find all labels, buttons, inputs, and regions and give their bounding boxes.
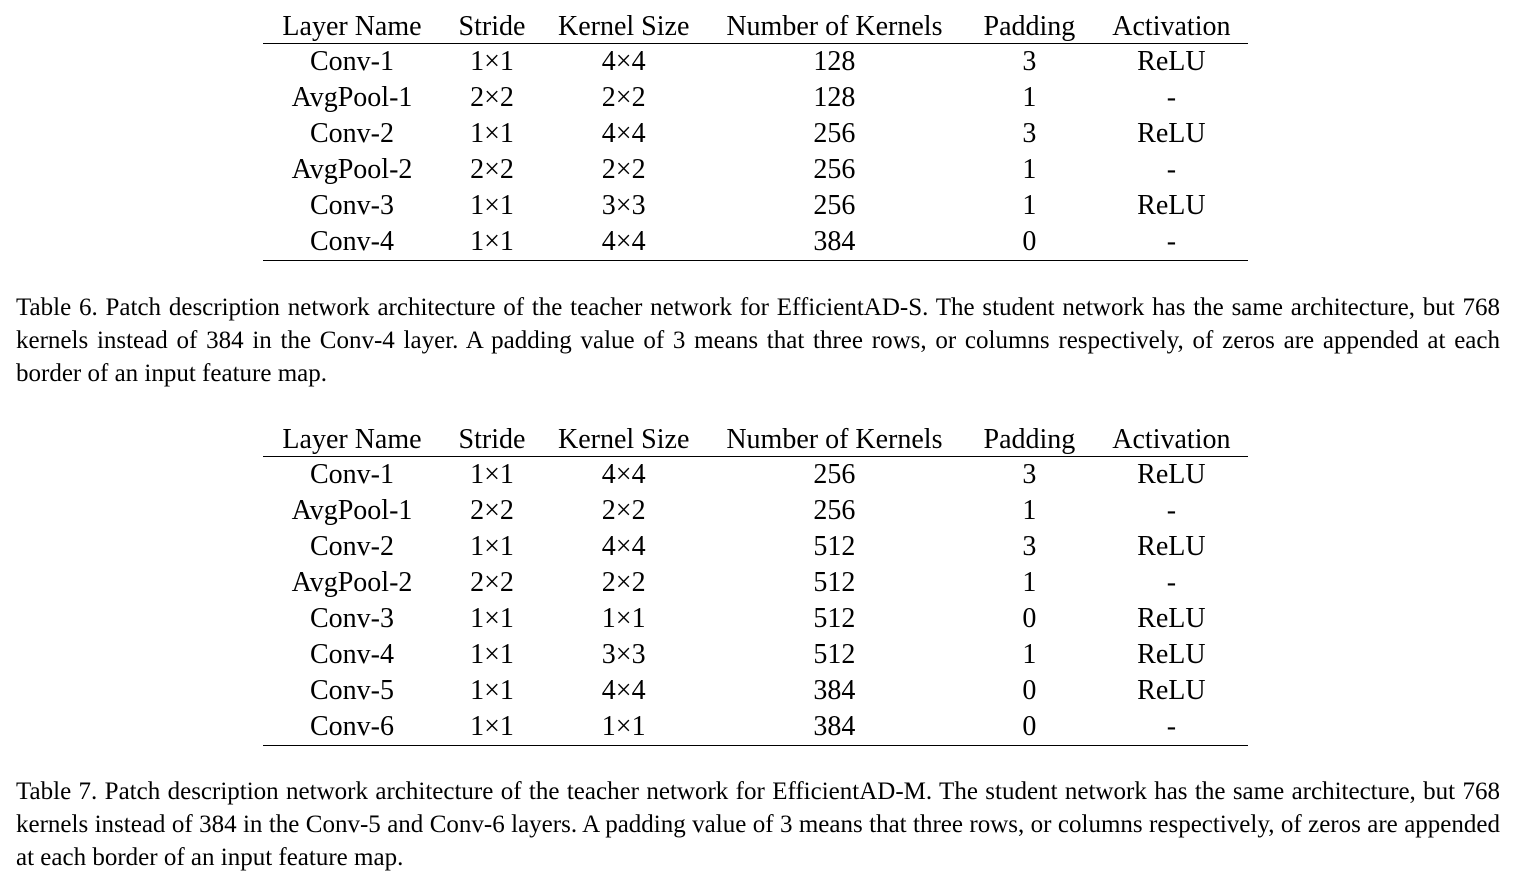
header-number-of-kernels: Number of Kernels	[726, 423, 943, 455]
cell-activation: -	[1166, 82, 1177, 113]
cell-number-of-kernels: 512	[813, 567, 856, 598]
table-row	[263, 188, 1248, 224]
table-7	[263, 423, 1248, 746]
cell-layer-name: Conv-2	[310, 531, 394, 562]
header-stride: Stride	[458, 423, 526, 455]
cell-number-of-kernels: 384	[813, 675, 856, 706]
header-number-of-kernels: Number of Kernels	[726, 10, 943, 42]
cell-stride: 1×1	[470, 226, 514, 257]
cell-kernel-size: 3×3	[601, 190, 646, 221]
cell-stride: 2×2	[470, 82, 514, 113]
cell-stride: 1×1	[470, 459, 514, 490]
cell-kernel-size: 4×4	[601, 46, 646, 77]
cell-stride: 1×1	[470, 639, 514, 670]
cell-kernel-size: 4×4	[601, 226, 646, 257]
cell-activation: ReLU	[1137, 639, 1206, 670]
cell-number-of-kernels: 256	[813, 459, 856, 490]
table-header-row	[263, 10, 1248, 44]
cell-stride: 2×2	[470, 495, 514, 526]
cell-activation: ReLU	[1137, 46, 1206, 77]
cell-padding: 1	[1022, 154, 1037, 185]
cell-stride: 1×1	[470, 118, 514, 149]
cell-layer-name: AvgPool-1	[291, 82, 413, 113]
table-row	[263, 601, 1248, 637]
header-activation: Activation	[1112, 10, 1231, 42]
cell-padding: 1	[1022, 190, 1037, 221]
cell-layer-name: AvgPool-2	[291, 567, 413, 598]
cell-stride: 1×1	[470, 531, 514, 562]
cell-kernel-size: 4×4	[601, 118, 646, 149]
cell-stride: 2×2	[470, 154, 514, 185]
cell-padding: 0	[1022, 711, 1037, 742]
cell-number-of-kernels: 256	[813, 154, 856, 185]
cell-layer-name: Conv-4	[310, 226, 394, 257]
cell-activation: ReLU	[1137, 190, 1206, 221]
cell-layer-name: Conv-6	[310, 711, 394, 742]
header-activation: Activation	[1112, 423, 1231, 455]
cell-number-of-kernels: 384	[813, 226, 856, 257]
cell-activation: -	[1166, 226, 1177, 257]
cell-activation: ReLU	[1137, 531, 1206, 562]
cell-activation: ReLU	[1137, 603, 1206, 634]
cell-activation: ReLU	[1137, 459, 1206, 490]
cell-layer-name: Conv-1	[310, 459, 394, 490]
cell-kernel-size: 2×2	[601, 495, 646, 526]
cell-activation: ReLU	[1137, 118, 1206, 149]
header-stride: Stride	[458, 10, 526, 42]
cell-kernel-size: 2×2	[601, 567, 646, 598]
cell-kernel-size: 4×4	[601, 675, 646, 706]
cell-number-of-kernels: 512	[813, 531, 856, 562]
cell-number-of-kernels: 512	[813, 639, 856, 670]
cell-kernel-size: 1×1	[601, 603, 646, 634]
cell-padding: 3	[1022, 531, 1037, 562]
cell-stride: 1×1	[470, 603, 514, 634]
cell-layer-name: Conv-3	[310, 603, 394, 634]
table-row	[263, 529, 1248, 565]
header-layer-name: Layer Name	[282, 423, 422, 455]
cell-padding: 3	[1022, 459, 1037, 490]
cell-layer-name: AvgPool-2	[291, 154, 413, 185]
cell-kernel-size: 4×4	[601, 531, 646, 562]
table-row	[263, 673, 1248, 709]
cell-padding: 3	[1022, 118, 1037, 149]
cell-number-of-kernels: 128	[813, 46, 856, 77]
table-header-row	[263, 423, 1248, 457]
cell-number-of-kernels: 256	[813, 495, 856, 526]
table-row	[263, 565, 1248, 601]
table-row	[263, 116, 1248, 152]
cell-activation: -	[1166, 495, 1177, 526]
cell-stride: 1×1	[470, 711, 514, 742]
table-row	[263, 457, 1248, 494]
table-row	[263, 637, 1248, 673]
cell-activation: -	[1166, 154, 1177, 185]
cell-layer-name: Conv-2	[310, 118, 394, 149]
table-7-caption: Table 7. Patch description network architecture of the teacher network for EfficientAD-M. The student network has the same architecture, but 768 kernels instead of 384 in the Conv-5 and Conv-6 layers. A padding value of 3 means that three rows, or columns respectively, of zeros are appended at each border of an input feature map.	[16, 778, 1500, 871]
cell-stride: 1×1	[470, 675, 514, 706]
cell-padding: 1	[1022, 82, 1037, 113]
header-kernel-size: Kernel Size	[558, 10, 690, 42]
cell-kernel-size: 2×2	[601, 154, 646, 185]
header-kernel-size: Kernel Size	[558, 423, 690, 455]
cell-number-of-kernels: 128	[813, 82, 856, 113]
cell-activation: -	[1166, 711, 1177, 742]
table-6	[263, 10, 1248, 261]
cell-number-of-kernels: 256	[813, 118, 856, 149]
cell-padding: 0	[1022, 603, 1037, 634]
table-6-caption: Table 6. Patch description network architecture of the teacher network for EfficientAD-S. The student network has the same architecture, but 768 kernels instead of 384 in the Conv-4 layer. A padding value of 3 means that three rows, or columns respectively, of zeros are appended at each border of an input feature map.	[16, 294, 1500, 387]
cell-padding: 0	[1022, 675, 1037, 706]
cell-layer-name: AvgPool-1	[291, 495, 413, 526]
cell-layer-name: Conv-4	[310, 639, 394, 670]
table-row	[263, 152, 1248, 188]
cell-activation: ReLU	[1137, 675, 1206, 706]
cell-kernel-size: 2×2	[601, 82, 646, 113]
cell-padding: 0	[1022, 226, 1037, 257]
cell-padding: 1	[1022, 639, 1037, 670]
table-row	[263, 80, 1248, 116]
cell-activation: -	[1166, 567, 1177, 598]
table-row	[263, 493, 1248, 529]
cell-layer-name: Conv-3	[310, 190, 394, 221]
cell-padding: 1	[1022, 567, 1037, 598]
cell-kernel-size: 3×3	[601, 639, 646, 670]
cell-stride: 1×1	[470, 46, 514, 77]
header-padding: Padding	[983, 10, 1076, 42]
cell-kernel-size: 1×1	[601, 711, 646, 742]
cell-stride: 2×2	[470, 567, 514, 598]
cell-stride: 1×1	[470, 190, 514, 221]
cell-padding: 3	[1022, 46, 1037, 77]
cell-kernel-size: 4×4	[601, 459, 646, 490]
cell-number-of-kernels: 384	[813, 711, 856, 742]
header-padding: Padding	[983, 423, 1076, 455]
header-layer-name: Layer Name	[282, 10, 422, 42]
cell-number-of-kernels: 256	[813, 190, 856, 221]
cell-layer-name: Conv-1	[310, 46, 394, 77]
cell-layer-name: Conv-5	[310, 675, 394, 706]
cell-padding: 1	[1022, 495, 1037, 526]
table-row	[263, 224, 1248, 261]
table-row	[263, 44, 1248, 81]
cell-number-of-kernels: 512	[813, 603, 856, 634]
table-row	[263, 709, 1248, 746]
